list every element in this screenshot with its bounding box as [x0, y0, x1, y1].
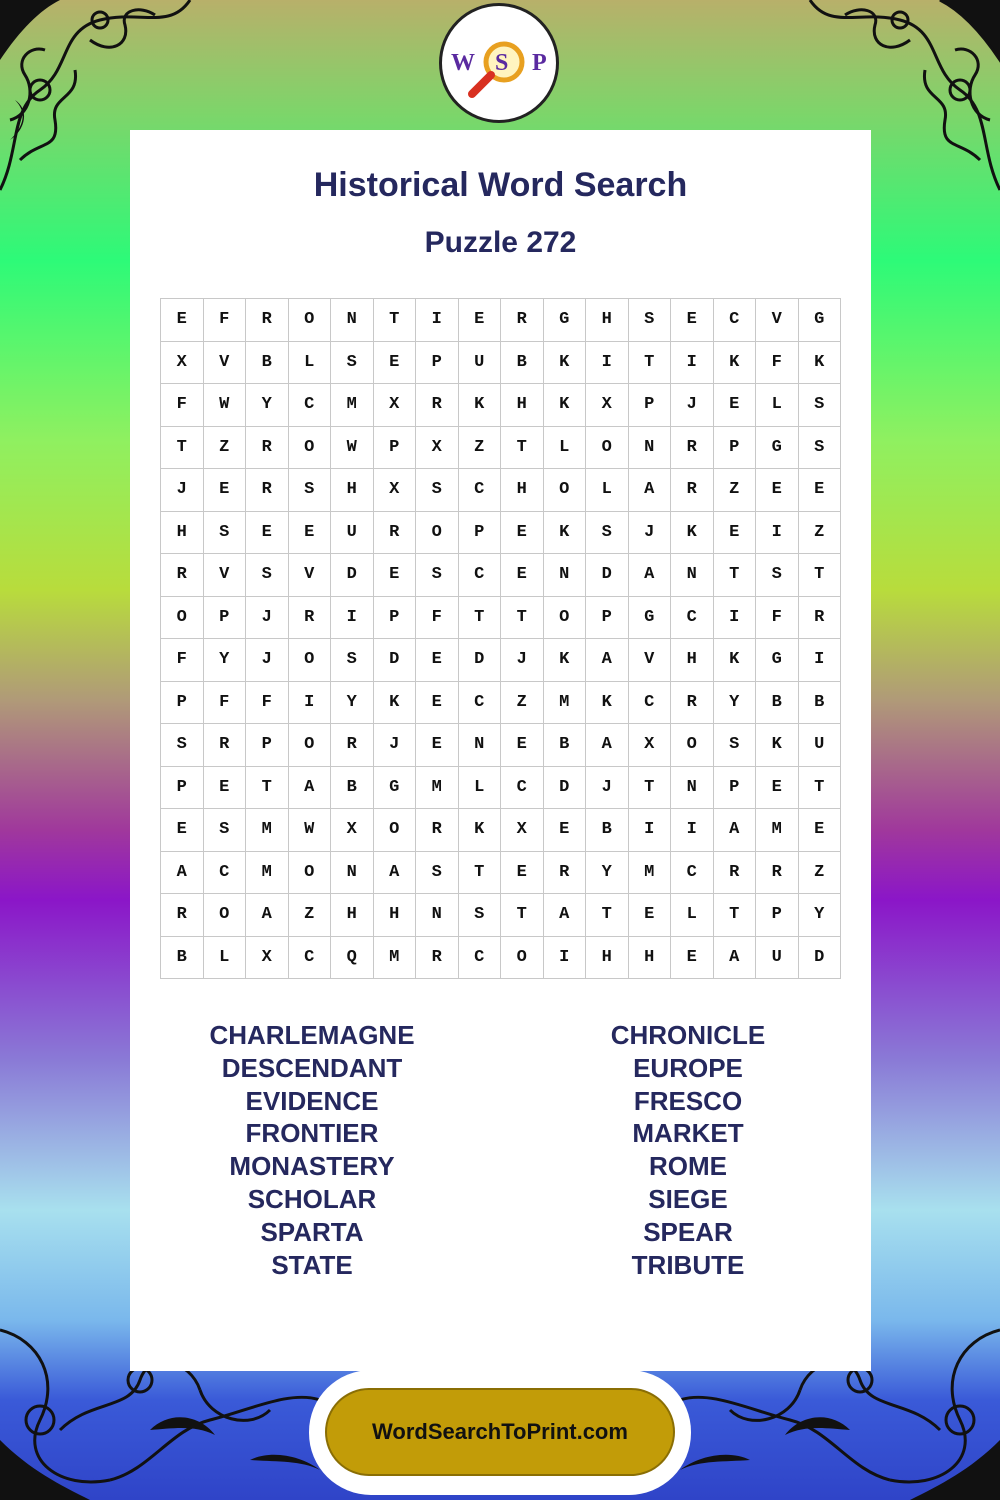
grid-cell[interactable]: Y: [714, 682, 757, 725]
grid-cell[interactable]: Y: [799, 894, 842, 937]
grid-cell[interactable]: X: [416, 427, 459, 470]
grid-cell[interactable]: E: [501, 852, 544, 895]
word-list-item: ROME: [649, 1151, 727, 1182]
grid-cell[interactable]: E: [799, 469, 842, 512]
grid-cell[interactable]: S: [161, 724, 204, 767]
grid-cell[interactable]: R: [756, 852, 799, 895]
grid-cell[interactable]: C: [671, 597, 714, 640]
grid-cell[interactable]: E: [374, 342, 417, 385]
grid-cell[interactable]: T: [714, 894, 757, 937]
grid-cell[interactable]: K: [714, 342, 757, 385]
grid-cell[interactable]: N: [629, 427, 672, 470]
grid-cell[interactable]: I: [629, 809, 672, 852]
grid-cell[interactable]: C: [459, 469, 502, 512]
grid-cell[interactable]: V: [204, 342, 247, 385]
grid-cell[interactable]: T: [799, 767, 842, 810]
grid-cell[interactable]: P: [416, 342, 459, 385]
grid-cell[interactable]: A: [289, 767, 332, 810]
grid-cell[interactable]: F: [416, 597, 459, 640]
grid-cell[interactable]: F: [161, 384, 204, 427]
grid-cell[interactable]: B: [756, 682, 799, 725]
grid-cell[interactable]: W: [204, 384, 247, 427]
grid-cell[interactable]: V: [629, 639, 672, 682]
grid-cell[interactable]: D: [799, 937, 842, 980]
puzzle-number: Puzzle 272: [424, 226, 577, 259]
grid-cell[interactable]: K: [586, 682, 629, 725]
logo-letter-p: P: [532, 50, 547, 76]
grid-cell[interactable]: T: [459, 597, 502, 640]
grid-cell[interactable]: O: [544, 469, 587, 512]
grid-cell[interactable]: P: [586, 597, 629, 640]
grid-cell[interactable]: S: [799, 427, 842, 470]
grid-cell[interactable]: H: [331, 894, 374, 937]
grid-cell[interactable]: Z: [501, 682, 544, 725]
grid-cell[interactable]: O: [586, 427, 629, 470]
grid-cell[interactable]: R: [671, 469, 714, 512]
grid-cell[interactable]: F: [756, 342, 799, 385]
grid-cell[interactable]: S: [714, 724, 757, 767]
grid-cell[interactable]: O: [289, 724, 332, 767]
grid-cell[interactable]: L: [459, 767, 502, 810]
grid-cell[interactable]: H: [161, 512, 204, 555]
grid-cell[interactable]: M: [246, 852, 289, 895]
grid-cell[interactable]: K: [459, 809, 502, 852]
grid-cell[interactable]: T: [161, 427, 204, 470]
grid-cell[interactable]: K: [799, 342, 842, 385]
page-title: Historical Word Search: [313, 166, 688, 204]
grid-cell[interactable]: M: [374, 937, 417, 980]
wsp-logo[interactable]: [439, 3, 559, 123]
grid-cell[interactable]: T: [586, 894, 629, 937]
grid-cell[interactable]: C: [459, 937, 502, 980]
grid-cell[interactable]: P: [374, 597, 417, 640]
grid-cell[interactable]: K: [544, 512, 587, 555]
word-list-item: FRONTIER: [245, 1118, 379, 1149]
grid-cell[interactable]: J: [246, 597, 289, 640]
grid-cell[interactable]: O: [161, 597, 204, 640]
grid-cell[interactable]: K: [544, 342, 587, 385]
grid-cell[interactable]: E: [501, 512, 544, 555]
grid-cell[interactable]: L: [544, 427, 587, 470]
grid-cell[interactable]: S: [204, 512, 247, 555]
grid-cell[interactable]: R: [204, 724, 247, 767]
letter-grid: [160, 298, 841, 979]
grid-cell[interactable]: P: [246, 724, 289, 767]
grid-cell[interactable]: P: [161, 767, 204, 810]
grid-cell[interactable]: F: [204, 682, 247, 725]
grid-cell[interactable]: E: [289, 512, 332, 555]
grid-cell[interactable]: E: [161, 809, 204, 852]
grid-cell[interactable]: E: [459, 299, 502, 342]
grid-cell[interactable]: K: [756, 724, 799, 767]
grid-cell[interactable]: R: [671, 427, 714, 470]
grid-cell[interactable]: O: [289, 427, 332, 470]
grid-cell[interactable]: G: [544, 299, 587, 342]
grid-cell[interactable]: X: [374, 469, 417, 512]
grid-cell[interactable]: E: [374, 554, 417, 597]
grid-cell[interactable]: M: [331, 384, 374, 427]
grid-cell[interactable]: A: [161, 852, 204, 895]
grid-cell[interactable]: C: [501, 767, 544, 810]
grid-cell[interactable]: O: [671, 724, 714, 767]
grid-cell[interactable]: E: [799, 809, 842, 852]
grid-cell[interactable]: J: [161, 469, 204, 512]
grid-cell[interactable]: C: [289, 937, 332, 980]
grid-cell[interactable]: O: [289, 852, 332, 895]
grid-cell[interactable]: R: [246, 427, 289, 470]
grid-cell[interactable]: S: [416, 469, 459, 512]
website-link-button[interactable]: WordSearchToPrint.com: [325, 1388, 675, 1476]
grid-cell[interactable]: E: [671, 299, 714, 342]
grid-cell[interactable]: V: [756, 299, 799, 342]
grid-cell[interactable]: H: [586, 937, 629, 980]
grid-cell[interactable]: N: [671, 767, 714, 810]
grid-cell[interactable]: K: [544, 639, 587, 682]
grid-cell[interactable]: G: [629, 597, 672, 640]
grid-cell[interactable]: F: [204, 299, 247, 342]
grid-cell[interactable]: A: [629, 554, 672, 597]
grid-cell[interactable]: O: [501, 937, 544, 980]
grid-cell[interactable]: K: [544, 384, 587, 427]
grid-cell[interactable]: N: [459, 724, 502, 767]
grid-cell[interactable]: A: [714, 937, 757, 980]
grid-cell[interactable]: W: [331, 427, 374, 470]
grid-cell[interactable]: X: [629, 724, 672, 767]
grid-cell[interactable]: P: [161, 682, 204, 725]
grid-cell[interactable]: D: [331, 554, 374, 597]
grid-cell[interactable]: E: [161, 299, 204, 342]
grid-cell[interactable]: T: [501, 427, 544, 470]
grid-cell[interactable]: Y: [331, 682, 374, 725]
grid-cell[interactable]: R: [331, 724, 374, 767]
grid-cell[interactable]: B: [246, 342, 289, 385]
grid-cell[interactable]: N: [331, 299, 374, 342]
grid-cell[interactable]: I: [289, 682, 332, 725]
grid-cell[interactable]: J: [374, 724, 417, 767]
grid-cell[interactable]: I: [671, 342, 714, 385]
grid-cell[interactable]: O: [289, 639, 332, 682]
grid-cell[interactable]: T: [501, 894, 544, 937]
word-list-item: SIEGE: [648, 1183, 728, 1214]
grid-cell[interactable]: C: [629, 682, 672, 725]
grid-cell[interactable]: Z: [459, 427, 502, 470]
word-list-item: MARKET: [632, 1118, 744, 1149]
word-list-item: SPEAR: [643, 1216, 733, 1247]
grid-cell[interactable]: C: [289, 384, 332, 427]
grid-cell[interactable]: C: [204, 852, 247, 895]
grid-cell[interactable]: O: [204, 894, 247, 937]
grid-cell[interactable]: P: [374, 427, 417, 470]
grid-cell[interactable]: N: [416, 894, 459, 937]
grid-cell[interactable]: S: [629, 299, 672, 342]
grid-cell[interactable]: H: [501, 469, 544, 512]
grid-cell[interactable]: N: [544, 554, 587, 597]
grid-cell[interactable]: R: [671, 682, 714, 725]
grid-cell[interactable]: S: [289, 469, 332, 512]
grid-cell[interactable]: G: [374, 767, 417, 810]
grid-cell[interactable]: P: [204, 597, 247, 640]
word-list-item: EVIDENCE: [245, 1085, 379, 1116]
grid-cell[interactable]: X: [586, 384, 629, 427]
grid-cell[interactable]: S: [331, 639, 374, 682]
grid-cell[interactable]: H: [331, 469, 374, 512]
grid-cell[interactable]: P: [629, 384, 672, 427]
grid-cell[interactable]: O: [416, 512, 459, 555]
grid-cell[interactable]: D: [459, 639, 502, 682]
grid-cell[interactable]: W: [289, 809, 332, 852]
grid-cell[interactable]: L: [671, 894, 714, 937]
grid-cell[interactable]: X: [246, 937, 289, 980]
word-list-item: CHARLEMAGNE: [209, 1020, 415, 1050]
grid-cell[interactable]: K: [459, 384, 502, 427]
grid-cell[interactable]: O: [374, 809, 417, 852]
grid-cell[interactable]: S: [416, 852, 459, 895]
grid-cell[interactable]: T: [714, 554, 757, 597]
grid-cell[interactable]: R: [544, 852, 587, 895]
grid-cell[interactable]: T: [374, 299, 417, 342]
grid-cell[interactable]: I: [756, 512, 799, 555]
word-list-item: MONASTERY: [229, 1151, 395, 1182]
grid-cell[interactable]: R: [501, 299, 544, 342]
grid-cell[interactable]: K: [671, 512, 714, 555]
grid-cell[interactable]: X: [374, 384, 417, 427]
grid-cell[interactable]: R: [161, 894, 204, 937]
grid-cell[interactable]: Y: [246, 384, 289, 427]
grid-cell[interactable]: E: [204, 767, 247, 810]
grid-cell[interactable]: Y: [586, 852, 629, 895]
grid-cell[interactable]: B: [501, 342, 544, 385]
grid-cell[interactable]: J: [629, 512, 672, 555]
grid-cell[interactable]: T: [459, 852, 502, 895]
word-list-left: [152, 1019, 472, 1281]
grid-cell[interactable]: R: [374, 512, 417, 555]
grid-cell[interactable]: T: [629, 342, 672, 385]
grid-cell[interactable]: U: [756, 937, 799, 980]
grid-cell[interactable]: L: [756, 384, 799, 427]
grid-cell[interactable]: T: [246, 767, 289, 810]
grid-cell[interactable]: Z: [714, 469, 757, 512]
grid-cell[interactable]: E: [416, 639, 459, 682]
grid-cell[interactable]: X: [331, 809, 374, 852]
word-list-item: STATE: [271, 1249, 353, 1280]
grid-cell[interactable]: P: [714, 767, 757, 810]
word-list-item: CHRONICLE: [610, 1020, 766, 1050]
grid-cell[interactable]: R: [799, 597, 842, 640]
grid-cell[interactable]: E: [714, 512, 757, 555]
grid-cell[interactable]: M: [756, 809, 799, 852]
grid-cell[interactable]: B: [586, 809, 629, 852]
grid-cell[interactable]: S: [459, 894, 502, 937]
grid-cell[interactable]: Z: [799, 852, 842, 895]
grid-cell[interactable]: J: [501, 639, 544, 682]
grid-cell[interactable]: I: [331, 597, 374, 640]
grid-cell[interactable]: I: [544, 937, 587, 980]
grid-cell[interactable]: S: [204, 809, 247, 852]
grid-cell[interactable]: E: [714, 384, 757, 427]
grid-cell[interactable]: I: [586, 342, 629, 385]
grid-cell[interactable]: M: [629, 852, 672, 895]
grid-cell[interactable]: E: [629, 894, 672, 937]
grid-cell[interactable]: A: [246, 894, 289, 937]
grid-cell[interactable]: B: [799, 682, 842, 725]
grid-cell[interactable]: S: [331, 342, 374, 385]
grid-cell[interactable]: E: [671, 937, 714, 980]
grid-cell[interactable]: D: [586, 554, 629, 597]
logo-letter-w: W: [451, 50, 475, 76]
grid-cell[interactable]: E: [501, 724, 544, 767]
grid-cell[interactable]: K: [374, 682, 417, 725]
grid-cell[interactable]: S: [246, 554, 289, 597]
grid-cell[interactable]: N: [331, 852, 374, 895]
grid-cell[interactable]: H: [586, 299, 629, 342]
grid-cell[interactable]: C: [459, 554, 502, 597]
grid-cell[interactable]: E: [756, 767, 799, 810]
grid-cell[interactable]: M: [246, 809, 289, 852]
word-list-item: SCHOLAR: [247, 1183, 377, 1214]
grid-cell[interactable]: S: [416, 554, 459, 597]
word-list-item: DESCENDANT: [221, 1052, 403, 1083]
grid-cell[interactable]: C: [459, 682, 502, 725]
grid-cell[interactable]: A: [374, 852, 417, 895]
grid-cell[interactable]: R: [289, 597, 332, 640]
word-list-right: [528, 1019, 848, 1281]
grid-cell[interactable]: L: [586, 469, 629, 512]
grid-cell[interactable]: J: [586, 767, 629, 810]
grid-cell[interactable]: R: [161, 554, 204, 597]
grid-cell[interactable]: G: [799, 299, 842, 342]
grid-cell[interactable]: E: [246, 512, 289, 555]
grid-cell[interactable]: B: [331, 767, 374, 810]
grid-cell[interactable]: A: [544, 894, 587, 937]
grid-cell[interactable]: B: [544, 724, 587, 767]
grid-cell[interactable]: H: [374, 894, 417, 937]
grid-cell[interactable]: I: [671, 809, 714, 852]
grid-cell[interactable]: T: [501, 597, 544, 640]
grid-cell[interactable]: F: [161, 639, 204, 682]
grid-cell[interactable]: E: [544, 809, 587, 852]
grid-cell[interactable]: H: [501, 384, 544, 427]
grid-cell[interactable]: E: [501, 554, 544, 597]
grid-cell[interactable]: H: [629, 937, 672, 980]
word-list-item: SPARTA: [260, 1216, 364, 1247]
grid-cell[interactable]: P: [714, 427, 757, 470]
grid-cell[interactable]: Y: [204, 639, 247, 682]
grid-cell[interactable]: M: [416, 767, 459, 810]
grid-cell[interactable]: R: [246, 299, 289, 342]
grid-cell[interactable]: V: [204, 554, 247, 597]
grid-cell[interactable]: T: [799, 554, 842, 597]
word-list-item: FRESCO: [633, 1085, 743, 1116]
grid-cell[interactable]: P: [459, 512, 502, 555]
grid-cell[interactable]: P: [756, 894, 799, 937]
grid-cell[interactable]: C: [671, 852, 714, 895]
grid-cell[interactable]: I: [714, 597, 757, 640]
puzzle-sheet: [130, 130, 871, 1371]
grid-cell[interactable]: L: [204, 937, 247, 980]
grid-cell[interactable]: R: [416, 937, 459, 980]
grid-cell[interactable]: R: [714, 852, 757, 895]
grid-cell[interactable]: H: [671, 639, 714, 682]
grid-cell[interactable]: N: [671, 554, 714, 597]
grid-cell[interactable]: E: [416, 724, 459, 767]
grid-cell[interactable]: E: [756, 469, 799, 512]
grid-cell[interactable]: O: [289, 299, 332, 342]
grid-cell[interactable]: E: [416, 682, 459, 725]
word-list-item: EUROPE: [633, 1052, 743, 1083]
grid-cell[interactable]: S: [799, 384, 842, 427]
grid-cell[interactable]: G: [756, 639, 799, 682]
grid-cell[interactable]: G: [756, 427, 799, 470]
grid-cell[interactable]: D: [544, 767, 587, 810]
grid-cell[interactable]: R: [246, 469, 289, 512]
grid-cell[interactable]: F: [756, 597, 799, 640]
word-list-item: TRIBUTE: [631, 1249, 745, 1280]
logo-letter-s: S: [495, 50, 509, 76]
grid-cell[interactable]: M: [544, 682, 587, 725]
grid-cell[interactable]: O: [544, 597, 587, 640]
grid-cell[interactable]: Q: [331, 937, 374, 980]
grid-cell[interactable]: C: [714, 299, 757, 342]
grid-cell[interactable]: B: [161, 937, 204, 980]
grid-cell[interactable]: I: [416, 299, 459, 342]
grid-cell[interactable]: A: [714, 809, 757, 852]
grid-cell[interactable]: F: [246, 682, 289, 725]
grid-cell[interactable]: K: [714, 639, 757, 682]
grid-cell[interactable]: E: [204, 469, 247, 512]
grid-cell[interactable]: U: [459, 342, 502, 385]
grid-cell[interactable]: J: [246, 639, 289, 682]
grid-cell[interactable]: S: [756, 554, 799, 597]
grid-cell[interactable]: X: [501, 809, 544, 852]
grid-cell[interactable]: D: [374, 639, 417, 682]
grid-cell[interactable]: A: [629, 469, 672, 512]
grid-cell[interactable]: I: [799, 639, 842, 682]
grid-cell[interactable]: A: [586, 724, 629, 767]
grid-cell[interactable]: U: [799, 724, 842, 767]
grid-cell[interactable]: V: [289, 554, 332, 597]
grid-cell[interactable]: S: [586, 512, 629, 555]
grid-cell[interactable]: J: [671, 384, 714, 427]
grid-cell[interactable]: X: [161, 342, 204, 385]
grid-cell[interactable]: L: [289, 342, 332, 385]
grid-cell[interactable]: R: [416, 809, 459, 852]
grid-cell[interactable]: A: [586, 639, 629, 682]
grid-cell[interactable]: Z: [289, 894, 332, 937]
grid-cell[interactable]: R: [416, 384, 459, 427]
grid-cell[interactable]: Z: [204, 427, 247, 470]
grid-cell[interactable]: T: [629, 767, 672, 810]
grid-cell[interactable]: Z: [799, 512, 842, 555]
grid-cell[interactable]: U: [331, 512, 374, 555]
